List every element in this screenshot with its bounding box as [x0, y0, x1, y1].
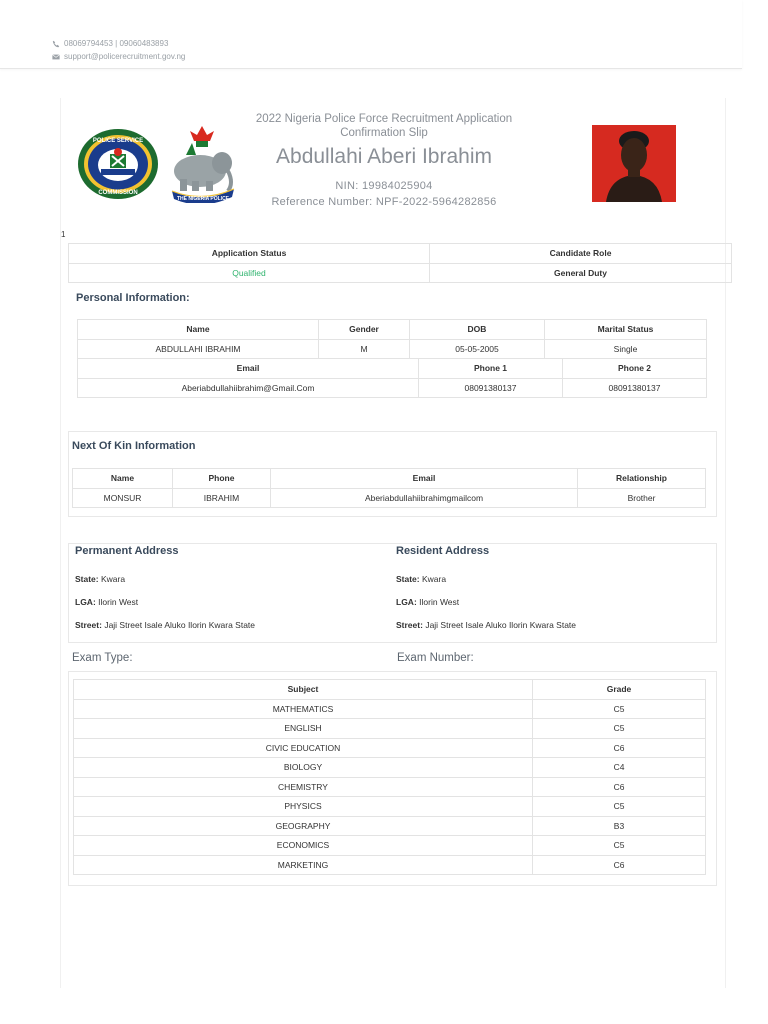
nin: NIN: 19984025904 [335, 180, 433, 192]
next-of-kin-table [72, 468, 706, 508]
kin-relationship-header: Relationship [578, 469, 706, 489]
exam-result-row [74, 758, 706, 778]
phone-icon [52, 40, 60, 48]
grade-cell: C6 [533, 738, 706, 758]
permanent-street [75, 620, 255, 630]
subject-header: Subject [74, 680, 533, 700]
exam-number-label: Exam Number: [397, 652, 474, 664]
resident-address-title: Resident Address [396, 545, 490, 557]
exam-result-row [74, 836, 706, 856]
marital-status-value: Single [545, 339, 707, 359]
status-table [68, 243, 732, 283]
kin-name-header: Name [73, 469, 173, 489]
application-status-value: Qualified [69, 263, 430, 283]
permanent-state-label: State: [75, 574, 99, 584]
subject-cell: ECONOMICS [74, 836, 533, 856]
envelope-icon [52, 53, 60, 61]
top-contact-bar [0, 0, 742, 69]
grade-cell: C6 [533, 777, 706, 797]
email-header: Email [78, 359, 419, 379]
exam-result-row [74, 699, 706, 719]
candidate-role-header: Candidate Role [430, 244, 732, 264]
resident-lga-label: LGA: [396, 597, 417, 607]
resident-street-label: Street: [396, 620, 423, 630]
permanent-state-value: Kwara [101, 574, 126, 584]
grade-cell: C4 [533, 758, 706, 778]
name-header: Name [78, 320, 319, 340]
grade-cell: C5 [533, 719, 706, 739]
contact-phone [52, 39, 168, 48]
resident-lga-value: Ilorin West [419, 597, 460, 607]
kin-relationship-value: Brother [578, 488, 706, 508]
permanent-street-label: Street: [75, 620, 102, 630]
exam-result-row [74, 797, 706, 817]
grade-header: Grade [533, 680, 706, 700]
kin-phone-header: Phone [173, 469, 271, 489]
subject-cell: ENGLISH [74, 719, 533, 739]
personal-info-title: Personal Information: [76, 292, 190, 304]
exam-result-row [74, 855, 706, 875]
svg-text:POLICE SERVICE: POLICE SERVICE [92, 138, 144, 144]
kin-name-value: MONSUR [73, 488, 173, 508]
subject-cell: CIVIC EDUCATION [74, 738, 533, 758]
permanent-lga-value: Ilorin West [98, 597, 139, 607]
subject-cell: MATHEMATICS [74, 699, 533, 719]
sequence-number: 1 [61, 230, 66, 239]
marital-status-header: Marital Status [545, 320, 707, 340]
resident-lga [396, 597, 459, 607]
permanent-lga-label: LGA: [75, 597, 96, 607]
resident-street [396, 620, 576, 630]
permanent-state [75, 574, 125, 584]
resident-state-label: State: [396, 574, 420, 584]
svg-text:COMMISSION: COMMISSION [98, 190, 138, 196]
svg-text:THE NIGERIA POLICE: THE NIGERIA POLICE [176, 196, 230, 202]
phone2-value: 08091380137 [563, 378, 707, 398]
subject-cell: BIOLOGY [74, 758, 533, 778]
slip-title-line2: Confirmation Slip [340, 127, 428, 139]
phone2-header: Phone 2 [563, 359, 707, 379]
exam-result-row [74, 816, 706, 836]
kin-email-value: Aberiabdullahiibrahimgmailcom [271, 488, 578, 508]
resident-state-value: Kwara [422, 574, 447, 584]
exam-result-row [74, 719, 706, 739]
subject-cell: MARKETING [74, 855, 533, 875]
slip-title-line1: 2022 Nigeria Police Force Recruitment Application [255, 113, 513, 125]
subject-cell: PHYSICS [74, 797, 533, 817]
permanent-street-value: Jaji Street Isale Aluko Ilorin Kwara State [104, 620, 256, 630]
exam-results-table [73, 679, 706, 875]
gender-value: M [319, 339, 410, 359]
grade-cell: C5 [533, 836, 706, 856]
resident-street-value: Jaji Street Isale Aluko Ilorin Kwara State [425, 620, 577, 630]
grade-cell: B3 [533, 816, 706, 836]
personal-info-table-1 [77, 319, 707, 359]
exam-type-label: Exam Type: [72, 652, 133, 664]
exam-result-row [74, 738, 706, 758]
candidate-photo-image [592, 125, 676, 202]
candidate-role-value: General Duty [430, 263, 732, 283]
subject-cell: CHEMISTRY [74, 777, 533, 797]
kin-email-header: Email [271, 469, 578, 489]
email-value: Aberiabdullahiibrahim@Gmail.Com [78, 378, 419, 398]
grade-cell: C5 [533, 699, 706, 719]
contact-phone-text: 08069794453 | 09060483893 [64, 39, 169, 48]
kin-phone-value: IBRAHIM [173, 488, 271, 508]
dob-value: 05-05-2005 [410, 339, 545, 359]
application-status-header: Application Status [69, 244, 430, 264]
gender-header: Gender [319, 320, 410, 340]
candidate-photo [592, 125, 676, 202]
candidate-name: Abdullahi Aberi Ibrahim [276, 145, 492, 168]
permanent-lga [75, 597, 138, 607]
name-value: ABDULLAHI IBRAHIM [78, 339, 319, 359]
permanent-address-title: Permanent Address [75, 545, 179, 557]
phone1-value: 08091380137 [419, 378, 563, 398]
next-of-kin-title: Next Of Kin Information [72, 440, 196, 452]
grade-cell: C5 [533, 797, 706, 817]
resident-state [396, 574, 446, 584]
phone1-header: Phone 1 [419, 359, 563, 379]
contact-email-text: support@policerecruitment.gov.ng [64, 52, 186, 61]
reference-number: Reference Number: NPF-2022-5964282856 [271, 196, 497, 208]
personal-info-table-2 [77, 358, 707, 398]
dob-header: DOB [410, 320, 545, 340]
grade-cell: C6 [533, 855, 706, 875]
subject-cell: GEOGRAPHY [74, 816, 533, 836]
exam-result-row [74, 777, 706, 797]
contact-email [52, 52, 185, 61]
